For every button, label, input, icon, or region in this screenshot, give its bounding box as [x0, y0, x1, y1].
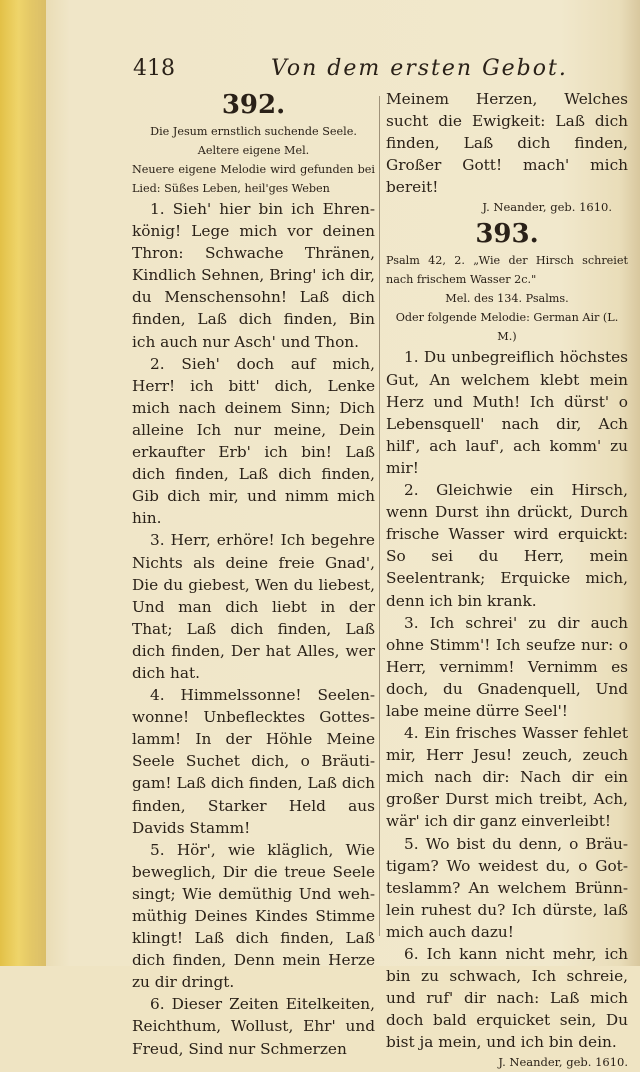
verse: 5. Wo bist du denn, o Bräu-tigam? Wo weidest du, o Got-teslamm? An welchem Brünn-lein ruhest du? Ich dürste, laß mich auch dazu! — [386, 834, 628, 941]
verse: 1. Du unbegreiflich höchstes Gut, An welchem klebt mein Herz und Muth! Ich dürst' o Lebensquell' nach dir, Ach hilf', ach lauf', ach komm' zu mir! — [386, 348, 628, 477]
verse: 1. Sieh' hier bin ich Ehren-könig! Lege mich vor deinen Thron: Schwache Thränen, Kindlich Sehnen, Bring' ich dir, du Menschensohn! Laß dich finden, Laß dich finden, Bin ich auch nur Asch' und Thon. — [132, 200, 375, 351]
column-divider — [379, 96, 380, 936]
melody-note: Mel. des 134. Psalms. — [445, 292, 569, 306]
author-attribution: J. Neander, geb. 1610. — [498, 1055, 628, 1070]
page-gutter — [0, 0, 46, 966]
right-column — [386, 88, 628, 1072]
verse: 3. Ich schrei' zu dir auch ohne Stimm'! Ich seufze nur: o Herr, vernimm! Vernimm es doch, du Gnadenquell, Und labe meine dürre Seel'! — [386, 613, 628, 720]
page-number: 418 — [133, 56, 175, 81]
left-column — [132, 88, 375, 1060]
verse: 4. Ein frisches Wasser fehlet mir, Herr Jesu! zeuch, zeuch mich nach dir: Nach dir ein großer Durst mich treibt, Ach, wär' ich dir ganz einverleibt! — [386, 724, 628, 831]
melody-note: Aeltere eigene Mel. — [197, 144, 310, 157]
verse: 4. Himmelssonne! Seelen-wonne! Unbeflecktes Gottes-lamm! In der Höhle Meine Seele Suchet dich, o Bräuti-gam! Laß dich finden, Laß dich finden, Starker Held aus Davids Stamm! — [132, 686, 375, 837]
melody-alternative: Neuere eigene Melodie wird gefunden bei Lied: Süßes Leben, heil'ges Weben — [132, 163, 375, 195]
running-header — [133, 56, 603, 90]
scripture-reference: Psalm 42, 2. „Wie der Hirsch schreiet nach frischem Wasser 2c." — [386, 254, 628, 287]
hymn-number: 393. — [475, 219, 539, 250]
verse: 5. Hör', wie kläglich, Wie beweglich, Dir die treue Seele singt; Wie demüthig Und weh-müthig Deines Kindes Stimme klingt! Laß dich finden, Laß dich finden, Denn mein Herze zu dir dringt. — [132, 840, 375, 992]
verse: 3. Herr, erhöre! Ich begehre Nichts als deine freie Gnad', Die du giebest, Wen du liebest, Und man dich liebt in der That; Laß dich finden, Laß dich finden, Der hat Alles, wer dich hat. — [132, 531, 375, 682]
verse: 6. Ich kann nicht mehr, ich bin zu schwach, Ich schreie, und ruf' dir nach: Laß mich doch bald erquicket sein, Du bist ja mein, und ich bin dein. — [386, 945, 628, 1052]
melody-alternative: Oder folgende Melodie: German Air (L. M.) — [395, 311, 619, 344]
author-attribution: J. Neander, geb. 1610. — [482, 200, 612, 215]
verse: 2. Sieh' doch auf mich, Herr! ich bitt' dich, Lenke mich nach deinem Sinn; Dich alleine Ich nur meine, Dein erkaufter Erb' ich bin! Laß dich finden, Laß dich finden, Gib dich mir, und nimm mich hin. — [132, 354, 375, 528]
verse: 2. Gleichwie ein Hirsch, wenn Durst ihn drückt, Durch frische Wasser wird erquickt: So sei du Herr, mein Seelentrank; Erquicke mich, denn ich bin krank. — [386, 481, 628, 610]
verse-continuation: Meinem Herzen, Welches sucht die Ewigkeit: Laß dich finden, Laß dich finden, Großer Gott! mach' mich bereit! — [386, 90, 628, 197]
hymn-subtitle: Die Jesum ernstlich suchende Seele. — [150, 125, 357, 138]
hymn-number: 392. — [221, 90, 286, 120]
running-title: Von dem ersten Gebot. — [271, 56, 568, 81]
verse: 6. Dieser Zeiten Eitelkeiten, Reichthum, Wollust, Ehr' und Freud, Sind nur Schmerzen — [132, 995, 375, 1058]
